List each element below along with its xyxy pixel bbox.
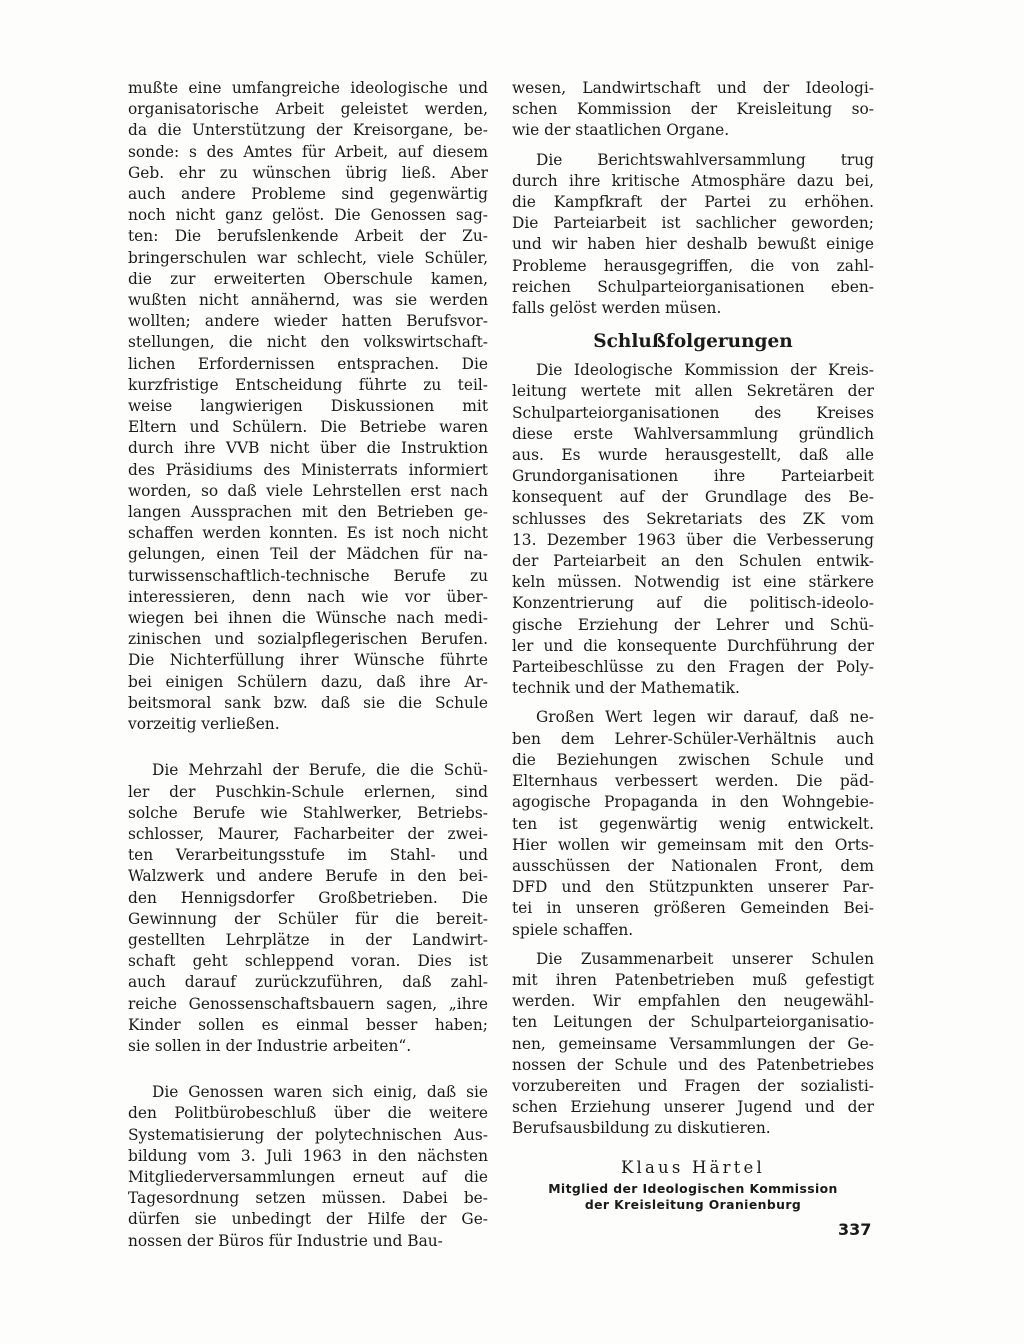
text-line: bei einigen Schülern dazu, daß ihre Ar- — [128, 672, 488, 691]
text-line: Die Berichtswahlversammlung trug — [536, 150, 874, 169]
text-line: ben dem Lehrer-Schüler-Verhältnis auch — [512, 729, 874, 748]
text-line: den Hennigsdorfer Großbetrieben. Die — [128, 888, 488, 907]
text-line: auch darauf zurückzuführen, daß zahl- — [128, 973, 488, 992]
text-line: beitsmoral sank bzw. daß sie die Schule — [128, 693, 488, 712]
paragraph — [128, 760, 488, 1057]
text-line: schlusses des Sekretariats des ZK vom — [512, 509, 874, 528]
paragraph — [512, 949, 874, 1140]
text-line: weise langwierigen Diskussionen mit — [128, 397, 488, 416]
text-line: sie sollen in der Industrie arbeiten“. — [128, 1036, 412, 1055]
text-line: interessieren, denn nach wie vor über- — [128, 587, 488, 606]
paragraph — [128, 78, 488, 735]
text-line: Systematisierung der polytechnischen Aus- — [128, 1125, 488, 1144]
text-line: Geb. ehr zu wünschen übrig ließ. Aber — [128, 163, 488, 182]
text-line: gestellten Lehrplätze in der Landwirt- — [128, 930, 488, 949]
text-line: reiche Genossenschaftsbauern sagen, „ihre — [128, 994, 488, 1013]
text-line: Parteibeschlüsse zu den Fragen der Poly- — [512, 658, 874, 677]
text-line: schen Kommission der Kreisleitung so- — [512, 100, 874, 119]
paragraph — [128, 1082, 488, 1252]
right-column — [512, 78, 874, 1213]
text-line: bildung vom 3. Juli 1963 in den nächsten — [128, 1146, 488, 1165]
text-line: ten: Die berufslenkende Arbeit der Zu- — [128, 227, 488, 246]
signature-name: Klaus Härtel — [621, 1157, 765, 1177]
text-line: nossen der Schule und des Patenbetriebes — [512, 1055, 874, 1074]
text-line: den Politbürobeschluß über die weitere — [128, 1104, 488, 1123]
text-line: schen Erziehung unserer Jugend und der — [512, 1098, 874, 1117]
text-line: turwissenschaftlich-technische Berufe zu — [128, 566, 488, 585]
text-line: aus. Es wurde herausgestellt, daß alle — [512, 446, 874, 465]
text-line: ler und die konsequente Durchführung der — [512, 636, 874, 655]
text-line: wußten nicht annähernd, was sie werden — [128, 291, 488, 310]
text-line: Die Nichterfüllung ihrer Wünsche führte — [128, 651, 488, 670]
signature-role-line: Mitglied der Ideologischen Kommission — [548, 1180, 838, 1196]
paragraph-gap — [512, 941, 874, 949]
text-line: Die Parteiarbeit ist sachlicher geworden; — [512, 214, 874, 233]
text-line: gelungen, einen Teil der Mädchen für na- — [128, 545, 488, 564]
text-line: Eltern und Schülern. Die Betriebe waren — [128, 418, 488, 437]
paragraph-gap — [512, 142, 874, 150]
text-line: durch ihre kritische Atmosphäre dazu bei, — [512, 171, 874, 190]
text-line: organisatorische Arbeit geleistet werden, — [128, 100, 488, 119]
text-line: leitung wertete mit allen Sekretären der — [512, 382, 874, 401]
text-line: ten Verarbeitungsstufe im Stahl- und — [128, 846, 488, 865]
right-column-text — [512, 360, 874, 1139]
text-line: worden, so daß viele Lehrstellen erst nach — [128, 481, 488, 500]
text-line: Konzentrierung auf die politisch-ideolo- — [512, 594, 874, 613]
text-line: wie der staatlichen Organe. — [512, 121, 730, 140]
text-line: und wir haben hier deshalb bewußt einige — [512, 235, 874, 254]
text-line: vorzubereiten und Fragen der sozialisti- — [512, 1076, 874, 1095]
text-line: wollten; andere wieder hatten Berufsvor- — [128, 312, 488, 331]
paragraph-gap — [128, 1057, 488, 1082]
paragraph-gap — [512, 699, 874, 707]
text-line: bringerschulen war schlecht, viele Schüler, — [128, 248, 488, 267]
text-line: Schulparteiorganisationen des Kreises — [512, 403, 874, 422]
text-line: schaffen werden konnten. Es ist noch nicht — [128, 524, 488, 543]
section-heading: Schlußfolgerungen — [593, 331, 793, 353]
text-line: die zur erweiterten Oberschule kamen, — [128, 269, 488, 288]
text-line: Die Mehrzahl der Berufe, die die Schü- — [152, 761, 488, 780]
text-line: schlosser, Maurer, Facharbeiter der zwei- — [128, 824, 488, 843]
left-column — [128, 78, 488, 1252]
text-line: ten ist gegenwärtig wenig entwickelt. — [512, 814, 874, 833]
text-line: nen, gemeinsame Versammlungen der Ge- — [512, 1034, 874, 1053]
text-line: stellungen, die nicht den volkswirtschaft- — [128, 333, 488, 352]
text-line: noch nicht ganz gelöst. Die Genossen sag- — [128, 206, 488, 225]
text-line: kurzfristige Entscheidung führte zu teil- — [128, 375, 488, 394]
text-line: falls gelöst werden müsen. — [512, 299, 722, 318]
text-line: Tagesordnung setzen müssen. Dabei be- — [128, 1189, 488, 1208]
text-line: wesen, Landwirtschaft und der Ideologi- — [512, 79, 874, 97]
text-line: auch andere Probleme sind gegenwärtig — [128, 185, 488, 204]
paragraph — [512, 150, 874, 320]
text-line: die Beziehungen zwischen Schule und — [512, 750, 874, 769]
text-line: ler der Puschkin-Schule erlernen, sind — [128, 782, 488, 801]
text-line: keln müssen. Notwendig ist eine stärkere — [512, 573, 874, 592]
text-line: reichen Schulparteiorganisationen eben- — [512, 277, 874, 296]
text-line: durch ihre VVB nicht über die Instruktion — [128, 439, 488, 458]
text-line: Die Ideologische Kommission der Kreis- — [536, 361, 874, 380]
text-line: tei in unseren größeren Gemeinden Bei- — [512, 899, 874, 918]
text-line: ausschüssen der Nationalen Front, dem — [512, 856, 874, 875]
text-line: Kinder sollen es einmal besser haben; — [128, 1015, 488, 1034]
text-line: konsequent auf der Grundlage des Be- — [512, 488, 874, 507]
text-line: des Präsidiums des Ministerrats informiert — [128, 460, 488, 479]
signature-role — [512, 1181, 874, 1213]
text-line: DFD und den Stützpunkten unserer Par- — [512, 878, 874, 897]
text-line: vorzeitig verließen. — [128, 715, 280, 734]
paragraph — [512, 707, 874, 940]
text-line: Die Zusammenarbeit unserer Schulen — [536, 949, 874, 968]
text-line: Die Genossen waren sich einig, daß sie — [152, 1083, 488, 1102]
text-line: sonde: s des Amtes für Arbeit, auf diesem — [128, 142, 488, 161]
text-line: mit ihren Patenbetrieben muß gefestigt — [512, 970, 874, 989]
text-line: mußte eine umfangreiche ideologische und — [128, 79, 488, 97]
text-line: Probleme herausgegriffen, die von zahl- — [512, 256, 874, 275]
text-line: 13. Dezember 1963 über die Verbesserung — [512, 530, 874, 549]
paragraph — [512, 360, 874, 699]
text-line: der Parteiarbeit an den Schulen entwik- — [512, 552, 874, 571]
right-column-intro-text — [512, 78, 874, 319]
paragraph — [512, 78, 874, 142]
text-line: lichen Erfordernissen entsprachen. Die — [128, 354, 488, 373]
text-line: Großen Wert legen wir darauf, daß ne- — [536, 708, 874, 727]
text-line: werden. Wir empfahlen den neugewähl- — [512, 992, 874, 1011]
text-line: nossen der Büros für Industrie und Bau- — [128, 1231, 443, 1250]
text-line: zinischen und sozialpflegerischen Berufen. — [128, 630, 488, 649]
text-line: ten Leitungen der Schulparteiorganisatio- — [512, 1013, 874, 1032]
page-number: 337 — [838, 1220, 872, 1239]
text-line: die Kampfkraft der Partei zu erhöhen. — [512, 193, 874, 212]
text-line: technik und der Mathematik. — [512, 679, 740, 698]
paragraph-gap — [128, 735, 488, 760]
text-line: diese erste Wahlversammlung gründlich — [512, 424, 874, 443]
text-line: solche Berufe wie Stahlwerker, Betriebs- — [128, 803, 488, 822]
text-line: Elternhaus verbessert werden. Die päd- — [512, 772, 874, 791]
text-line: gische Erziehung der Lehrer und Schü- — [512, 615, 874, 634]
text-line: wiegen bei ihnen die Wünsche nach medi- — [128, 609, 488, 628]
text-line: Mitgliederversammlungen erneut auf die — [128, 1167, 488, 1186]
text-line: agogische Propaganda in den Wohngebie- — [512, 793, 874, 812]
signature-role-line: der Kreisleitung Oranienburg — [584, 1196, 802, 1212]
text-line: schaft geht schleppend voran. Dies ist — [128, 952, 488, 971]
text-line: Gewinnung der Schüler für die bereit- — [128, 909, 488, 928]
text-line: da die Unterstützung der Kreisorgane, be- — [128, 121, 488, 140]
text-line: Berufsausbildung zu diskutieren. — [512, 1119, 771, 1138]
left-column-text — [128, 78, 488, 1252]
text-line: dürfen sie unbedingt der Hilfe der Ge- — [128, 1210, 488, 1229]
text-line: Walzwerk und andere Berufe in den bei- — [128, 867, 488, 886]
text-line: spiele schaffen. — [512, 920, 634, 939]
text-line: Hier wollen wir gemeinsam mit den Orts- — [512, 835, 874, 854]
text-line: langen Aussprachen mit den Betrieben ge- — [128, 503, 488, 522]
text-line: Grundorganisationen ihre Parteiarbeit — [512, 467, 874, 486]
